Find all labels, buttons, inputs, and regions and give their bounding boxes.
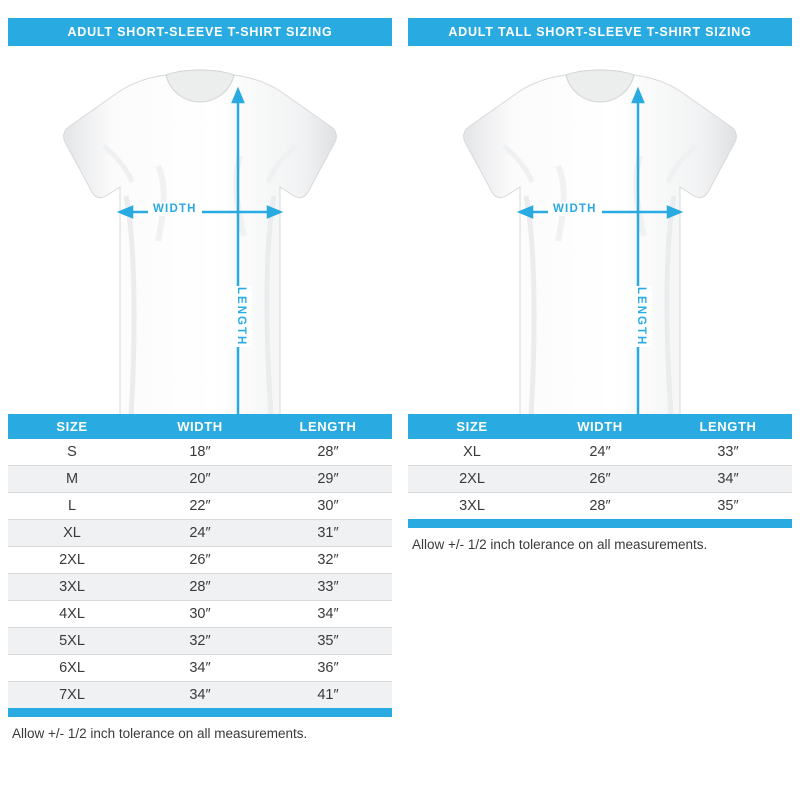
table-row: [408, 439, 792, 466]
adult-size-table: [8, 414, 392, 708]
adult-tall-length-label: LENGTH: [630, 286, 652, 347]
table-row: [8, 682, 392, 709]
table-header-row: [8, 414, 392, 439]
cell-width: 24″: [136, 520, 264, 547]
cell-length: 30″: [264, 493, 392, 520]
cell-size: 2XL: [408, 466, 536, 493]
cell-size: S: [8, 439, 136, 466]
cell-size: L: [8, 493, 136, 520]
adult-length-label: LENGTH: [230, 286, 252, 347]
table-header-row: [408, 414, 792, 439]
cell-length: 35″: [264, 628, 392, 655]
cell-width: 26″: [536, 466, 664, 493]
cell-size: XL: [8, 520, 136, 547]
column-header-size: SIZE: [8, 414, 136, 439]
table-row: [408, 466, 792, 493]
adult-tall-tolerance-note: Allow +/- 1/2 inch tolerance on all measurements.: [412, 537, 708, 552]
column-header-length: LENGTH: [664, 414, 792, 439]
cell-width: 20″: [136, 466, 264, 493]
cell-size: 3XL: [459, 498, 485, 514]
cell-length: 35″: [717, 498, 739, 514]
adult-table-bottom-bar: [8, 708, 392, 717]
table-row: [8, 520, 392, 547]
adult-tall-tshirt-illustration: [408, 46, 792, 414]
cell-width: 28″: [589, 498, 611, 514]
column-header-size: SIZE: [408, 414, 536, 439]
adult-tall-shirt-diagram: [408, 46, 792, 414]
adult-shirt-diagram: [8, 46, 392, 414]
cell-length: 34″: [264, 601, 392, 628]
column-header-width: WIDTH: [536, 414, 664, 439]
panel-adult: [8, 18, 392, 741]
adult-tall-table-bottom-bar: [408, 519, 792, 528]
cell-length: 32″: [264, 547, 392, 574]
cell-length: 33″: [264, 574, 392, 601]
cell-width: 34″: [136, 682, 264, 709]
table-row: [8, 655, 392, 682]
cell-length: 28″: [264, 439, 392, 466]
cell-size: M: [8, 466, 136, 493]
cell-size: 5XL: [8, 628, 136, 655]
table-row: [8, 628, 392, 655]
adult-tall-size-table: [408, 414, 792, 519]
adult-width-label: WIDTH: [148, 202, 202, 216]
table-row: [408, 493, 792, 520]
panel-adult-tall-header: ADULT TALL SHORT-SLEEVE T-SHIRT SIZING: [408, 18, 792, 46]
adult-tall-width-label: WIDTH: [548, 202, 602, 216]
cell-size: XL: [408, 439, 536, 466]
cell-size: 2XL: [8, 547, 136, 574]
adult-tshirt-illustration: [8, 46, 392, 414]
cell-length: 41″: [264, 682, 392, 709]
cell-width: 30″: [136, 601, 264, 628]
cell-width: 26″: [136, 547, 264, 574]
column-header-length: LENGTH: [264, 414, 392, 439]
cell-width: 34″: [136, 655, 264, 682]
table-row: [8, 574, 392, 601]
cell-size: 6XL: [8, 655, 136, 682]
cell-width: 28″: [136, 574, 264, 601]
panel-adult-tall: [408, 18, 792, 552]
table-row: [8, 466, 392, 493]
cell-length: 31″: [264, 520, 392, 547]
adult-tolerance-note: Allow +/- 1/2 inch tolerance on all measurements.: [12, 726, 308, 741]
cell-size: 3XL: [8, 574, 136, 601]
cell-size: 7XL: [8, 682, 136, 709]
cell-size: 4XL: [8, 601, 136, 628]
cell-length: 33″: [664, 439, 792, 466]
table-row: [8, 547, 392, 574]
table-row: [8, 493, 392, 520]
table-row: [8, 601, 392, 628]
cell-width: 22″: [136, 493, 264, 520]
cell-length: 36″: [264, 655, 392, 682]
cell-length: 29″: [264, 466, 392, 493]
cell-length: 34″: [664, 466, 792, 493]
cell-width: 32″: [136, 628, 264, 655]
panel-adult-header: ADULT SHORT-SLEEVE T-SHIRT SIZING: [8, 18, 392, 46]
cell-width: 24″: [536, 439, 664, 466]
cell-width: 18″: [136, 439, 264, 466]
column-header-width: WIDTH: [136, 414, 264, 439]
table-row: [8, 439, 392, 466]
